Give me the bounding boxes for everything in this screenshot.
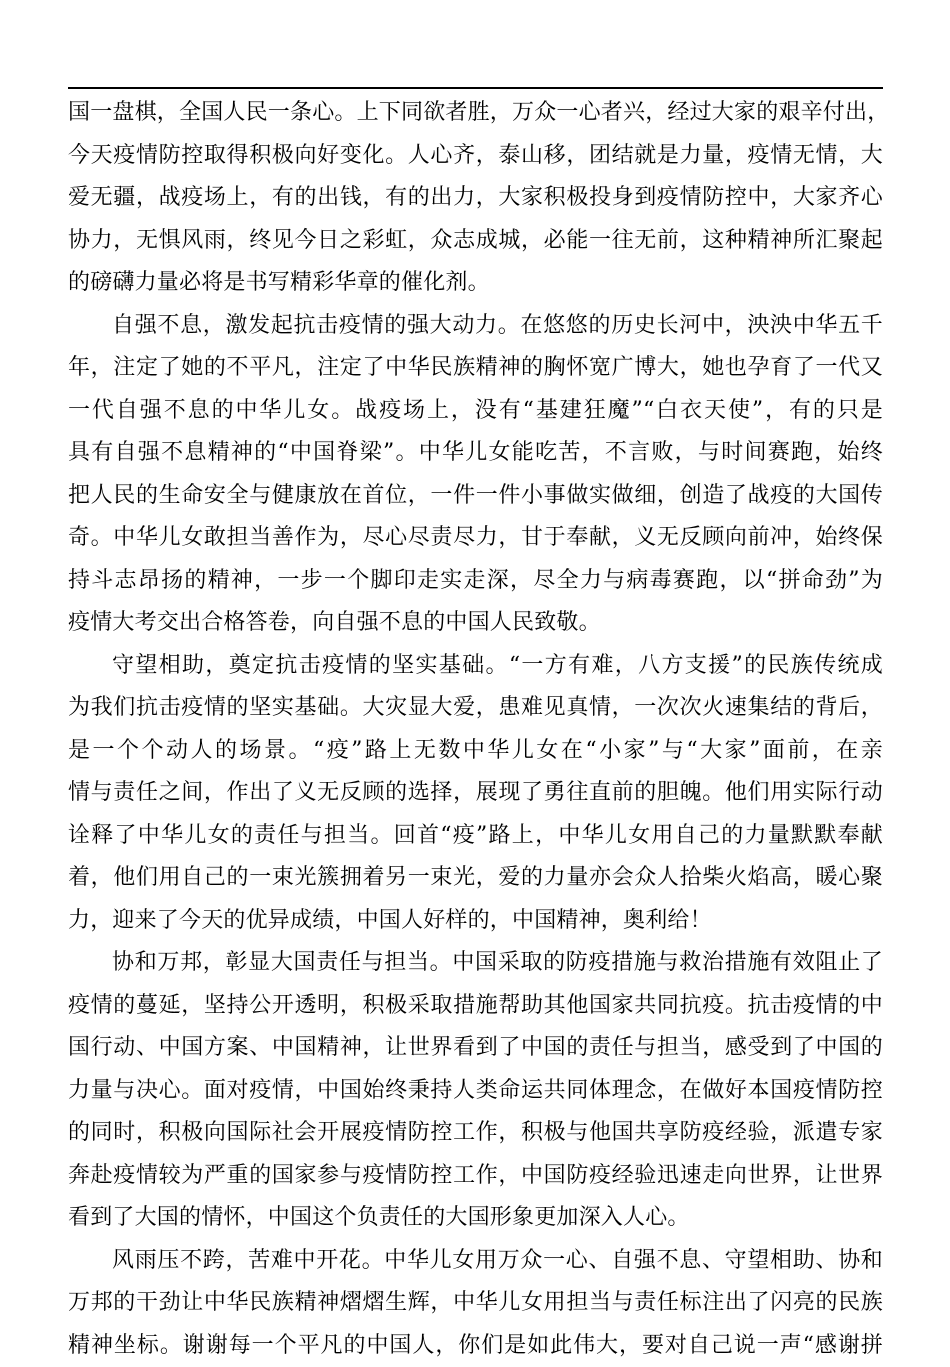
text-line: 协和万邦，彰显大国责任与担当。中国采取的防疫措施与救治措施有效阻止了	[68, 942, 883, 985]
text-line: 的同时，积极向国际社会开展疫情防控工作，积极与他国共享防疫经验，派遣专家	[68, 1112, 883, 1155]
text-line: 精神坐标。谢谢每一个平凡的中国人，你们是如此伟大，要对自己说一声“感谢拼	[68, 1325, 883, 1367]
text-line: 万邦的干劲让中华民族精神熠熠生辉，中华儿女用担当与责任标注出了闪亮的民族	[68, 1282, 883, 1325]
text-line: 把人民的生命安全与健康放在首位，一件一件小事做实做细，创造了战疫的大国传	[68, 475, 883, 518]
text-line: 力量与决心。面对疫情，中国始终秉持人类命运共同体理念，在做好本国疫情防控	[68, 1070, 883, 1113]
text-line: 着，他们用自己的一束光簇拥着另一束光，爱的力量亦会众人拾柴火焰高，暖心聚	[68, 857, 883, 900]
text-line: 持斗志昂扬的精神，一步一个脚印走实走深，尽全力与病毒赛跑，以“拼命劲”为	[68, 560, 883, 603]
paragraph-mutual-help	[68, 645, 883, 943]
paragraph-harmony-among-nations	[68, 942, 883, 1240]
text-line: 为我们抗击疫情的坚实基础。大灾显大爱，患难见真情，一次次火速集结的背后，	[68, 687, 883, 730]
text-line: 奇。中华儿女敢担当善作为，尽心尽责尽力，甘于奉献，义无反顾向前冲，始终保	[68, 517, 883, 560]
text-line: 自强不息，激发起抗击疫情的强大动力。在悠悠的历史长河中，泱泱中华五千	[68, 305, 883, 348]
text-line: 是一个个动人的场景。“疫”路上无数中华儿女在“小家”与“大家”面前，在亲	[68, 730, 883, 773]
paragraph-self-reliance	[68, 305, 883, 645]
paragraph-closing	[68, 1240, 883, 1367]
header-rule	[68, 87, 883, 89]
text-line: 疫情大考交出合格答卷，向自强不息的中国人民致敬。	[68, 602, 883, 645]
text-line: 风雨压不跨，苦难中开花。中华儿女用万众一心、自强不息、守望相助、协和	[68, 1240, 883, 1283]
text-line: 诠释了中华儿女的责任与担当。回首“疫”路上，中华儿女用自己的力量默默奉献	[68, 815, 883, 858]
text-line: 力，迎来了今天的优异成绩，中国人好样的，中国精神，奥利给！	[68, 900, 883, 943]
text-line: 国行动、中国方案、中国精神，让世界看到了中国的责任与担当，感受到了中国的	[68, 1027, 883, 1070]
text-line: 爱无疆，战疫场上，有的出钱，有的出力，大家积极投身到疫情防控中，大家齐心	[68, 177, 883, 220]
text-line: 看到了大国的情怀，中国这个负责任的大国形象更加深入人心。	[68, 1197, 883, 1240]
paragraph-continuation	[68, 92, 883, 305]
text-line: 疫情的蔓延，坚持公开透明，积极采取措施帮助其他国家共同抗疫。抗击疫情的中	[68, 985, 883, 1028]
text-line: 一代自强不息的中华儿女。战疫场上，没有“基建狂魔”“白衣天使”，有的只是	[68, 390, 883, 433]
text-line: 奔赴疫情较为严重的国家参与疫情防控工作，中国防疫经验迅速走向世界，让世界	[68, 1155, 883, 1198]
text-line: 具有自强不息精神的“中国脊梁”。中华儿女能吃苦，不言败，与时间赛跑，始终	[68, 432, 883, 475]
text-line: 今天疫情防控取得积极向好变化。人心齐，泰山移，团结就是力量，疫情无情，大	[68, 135, 883, 178]
text-line: 协力，无惧风雨，终见今日之彩虹，众志成城，必能一往无前，这种精神所汇聚起	[68, 220, 883, 263]
text-line: 情与责任之间，作出了义无反顾的选择，展现了勇往直前的胆魄。他们用实际行动	[68, 772, 883, 815]
text-line: 国一盘棋，全国人民一条心。上下同欲者胜，万众一心者兴，经过大家的艰辛付出，	[68, 92, 883, 135]
text-line: 年，注定了她的不平凡，注定了中华民族精神的胸怀宽广博大，她也孕育了一代又	[68, 347, 883, 390]
document-body	[68, 92, 883, 1367]
text-line: 的磅礴力量必将是书写精彩华章的催化剂。	[68, 262, 883, 305]
text-line: 守望相助，奠定抗击疫情的坚实基础。“一方有难，八方支援”的民族传统成	[68, 645, 883, 688]
